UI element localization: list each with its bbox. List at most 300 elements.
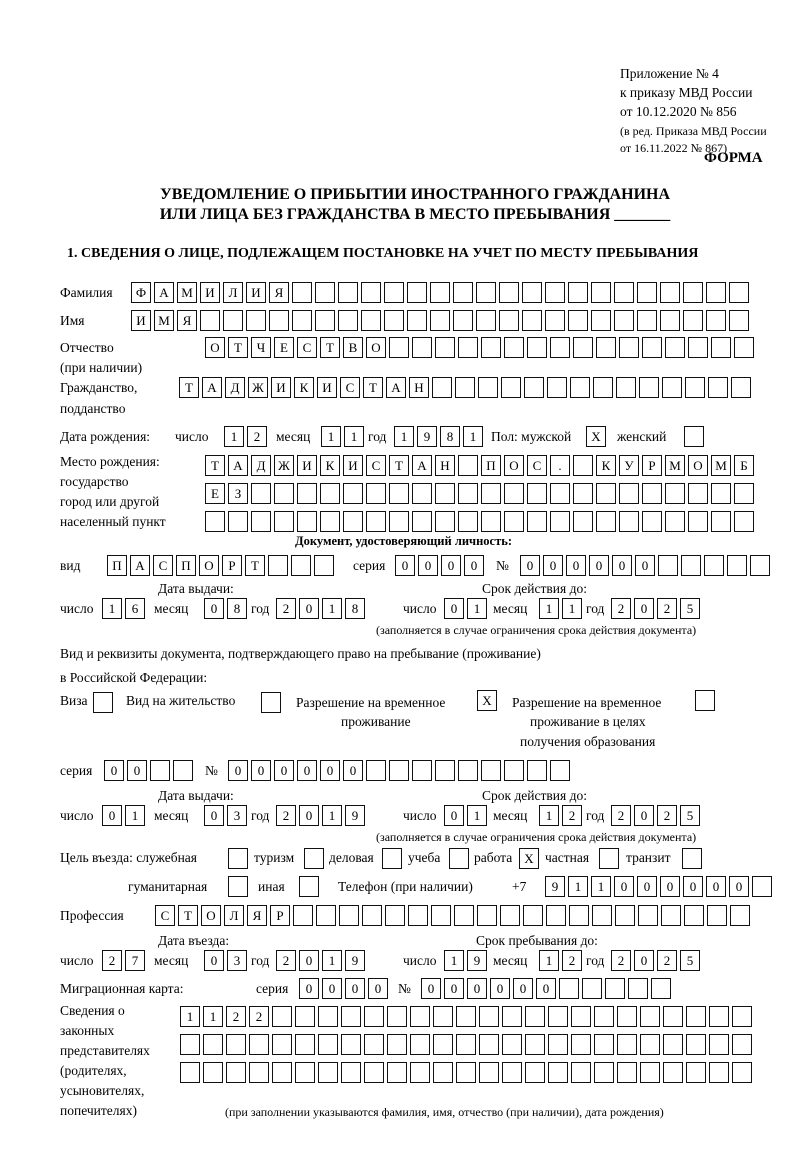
sex-female-checkbox[interactable] bbox=[684, 426, 707, 448]
representatives-line-2[interactable] bbox=[180, 1034, 755, 1056]
char-cell[interactable] bbox=[619, 511, 639, 532]
char-cell[interactable]: М bbox=[665, 455, 685, 476]
char-cell[interactable]: 0 bbox=[441, 555, 461, 576]
char-cell[interactable] bbox=[249, 1062, 269, 1083]
char-cell[interactable] bbox=[734, 483, 754, 504]
char-cell[interactable] bbox=[709, 1062, 729, 1083]
char-cell[interactable] bbox=[432, 377, 452, 398]
purpose-business-checkbox[interactable] bbox=[382, 848, 405, 870]
char-cell[interactable]: Т bbox=[228, 337, 248, 358]
char-cell[interactable] bbox=[660, 310, 680, 331]
char-cell[interactable]: 0 bbox=[490, 978, 510, 999]
char-cell[interactable] bbox=[640, 1062, 660, 1083]
char-cell[interactable] bbox=[382, 848, 402, 869]
char-cell[interactable] bbox=[711, 511, 731, 532]
char-cell[interactable] bbox=[479, 1062, 499, 1083]
char-cell[interactable] bbox=[750, 555, 770, 576]
char-cell[interactable] bbox=[582, 978, 602, 999]
char-cell[interactable]: 0 bbox=[345, 978, 365, 999]
char-cell[interactable] bbox=[709, 1006, 729, 1027]
char-cell[interactable] bbox=[573, 455, 593, 476]
char-cell[interactable]: 0 bbox=[299, 978, 319, 999]
char-cell[interactable]: 1 bbox=[539, 950, 559, 971]
char-cell[interactable] bbox=[637, 282, 657, 303]
char-cell[interactable] bbox=[640, 1034, 660, 1055]
doc-valid-month-field[interactable] bbox=[539, 598, 585, 620]
char-cell[interactable]: К bbox=[294, 377, 314, 398]
char-cell[interactable] bbox=[499, 310, 519, 331]
char-cell[interactable]: П bbox=[176, 555, 196, 576]
char-cell[interactable] bbox=[732, 1062, 752, 1083]
char-cell[interactable] bbox=[663, 1062, 683, 1083]
char-cell[interactable] bbox=[476, 282, 496, 303]
char-cell[interactable] bbox=[180, 1034, 200, 1055]
char-cell[interactable] bbox=[638, 905, 658, 926]
char-cell[interactable]: 1 bbox=[322, 950, 342, 971]
char-cell[interactable] bbox=[477, 905, 497, 926]
char-cell[interactable] bbox=[318, 1034, 338, 1055]
char-cell[interactable] bbox=[387, 1062, 407, 1083]
stay-valid-year-field[interactable] bbox=[611, 805, 703, 827]
char-cell[interactable]: Л bbox=[223, 282, 243, 303]
doc-issue-day-field[interactable] bbox=[102, 598, 148, 620]
doc-valid-year-field[interactable] bbox=[611, 598, 703, 620]
char-cell[interactable] bbox=[412, 337, 432, 358]
char-cell[interactable]: А bbox=[412, 455, 432, 476]
char-cell[interactable] bbox=[476, 310, 496, 331]
doc-type-field[interactable] bbox=[107, 555, 337, 577]
migration-series-field[interactable] bbox=[299, 978, 391, 1000]
char-cell[interactable]: 0 bbox=[204, 805, 224, 826]
char-cell[interactable] bbox=[684, 426, 704, 447]
char-cell[interactable]: Н bbox=[409, 377, 429, 398]
char-cell[interactable] bbox=[228, 511, 248, 532]
char-cell[interactable] bbox=[732, 1006, 752, 1027]
char-cell[interactable] bbox=[594, 1062, 614, 1083]
char-cell[interactable] bbox=[660, 282, 680, 303]
char-cell[interactable] bbox=[550, 337, 570, 358]
char-cell[interactable]: Я bbox=[177, 310, 197, 331]
char-cell[interactable] bbox=[706, 310, 726, 331]
char-cell[interactable] bbox=[628, 978, 648, 999]
char-cell[interactable] bbox=[661, 905, 681, 926]
char-cell[interactable] bbox=[315, 310, 335, 331]
char-cell[interactable]: 3 bbox=[227, 805, 247, 826]
char-cell[interactable] bbox=[651, 978, 671, 999]
char-cell[interactable] bbox=[316, 905, 336, 926]
char-cell[interactable] bbox=[731, 377, 751, 398]
birth-year-field[interactable] bbox=[394, 426, 486, 448]
doc-number-field[interactable] bbox=[520, 555, 773, 577]
char-cell[interactable] bbox=[343, 483, 363, 504]
char-cell[interactable]: 0 bbox=[634, 805, 654, 826]
char-cell[interactable] bbox=[711, 483, 731, 504]
char-cell[interactable]: 2 bbox=[276, 598, 296, 619]
char-cell[interactable]: 0 bbox=[536, 978, 556, 999]
char-cell[interactable] bbox=[658, 555, 678, 576]
char-cell[interactable] bbox=[615, 905, 635, 926]
char-cell[interactable] bbox=[478, 377, 498, 398]
char-cell[interactable]: О bbox=[504, 455, 524, 476]
char-cell[interactable]: 5 bbox=[680, 950, 700, 971]
doc-issue-month-field[interactable] bbox=[204, 598, 250, 620]
char-cell[interactable] bbox=[686, 1062, 706, 1083]
char-cell[interactable]: 1 bbox=[224, 426, 244, 447]
char-cell[interactable] bbox=[304, 848, 324, 869]
char-cell[interactable]: И bbox=[246, 282, 266, 303]
char-cell[interactable] bbox=[412, 483, 432, 504]
char-cell[interactable]: 2 bbox=[611, 805, 631, 826]
char-cell[interactable]: 2 bbox=[102, 950, 122, 971]
char-cell[interactable] bbox=[481, 337, 501, 358]
char-cell[interactable] bbox=[456, 1034, 476, 1055]
char-cell[interactable] bbox=[458, 511, 478, 532]
char-cell[interactable] bbox=[341, 1034, 361, 1055]
stay-valid-month-field[interactable] bbox=[539, 805, 585, 827]
char-cell[interactable] bbox=[706, 282, 726, 303]
char-cell[interactable] bbox=[251, 511, 271, 532]
char-cell[interactable] bbox=[320, 511, 340, 532]
char-cell[interactable] bbox=[591, 282, 611, 303]
char-cell[interactable]: 0 bbox=[589, 555, 609, 576]
char-cell[interactable]: 2 bbox=[247, 426, 267, 447]
char-cell[interactable]: М bbox=[154, 310, 174, 331]
char-cell[interactable] bbox=[707, 905, 727, 926]
char-cell[interactable]: 5 bbox=[680, 805, 700, 826]
stay-issue-year-field[interactable] bbox=[276, 805, 368, 827]
char-cell[interactable] bbox=[730, 905, 750, 926]
char-cell[interactable] bbox=[617, 1006, 637, 1027]
char-cell[interactable]: О bbox=[205, 337, 225, 358]
char-cell[interactable] bbox=[571, 1006, 591, 1027]
char-cell[interactable] bbox=[297, 483, 317, 504]
char-cell[interactable] bbox=[708, 377, 728, 398]
char-cell[interactable] bbox=[269, 310, 289, 331]
char-cell[interactable]: 8 bbox=[227, 598, 247, 619]
char-cell[interactable] bbox=[299, 876, 319, 897]
char-cell[interactable]: X bbox=[477, 690, 497, 711]
char-cell[interactable] bbox=[272, 1006, 292, 1027]
char-cell[interactable]: 1 bbox=[562, 598, 582, 619]
char-cell[interactable]: 0 bbox=[467, 978, 487, 999]
char-cell[interactable] bbox=[683, 282, 703, 303]
stay-issue-day-field[interactable] bbox=[102, 805, 148, 827]
char-cell[interactable]: 1 bbox=[539, 805, 559, 826]
char-cell[interactable] bbox=[455, 377, 475, 398]
char-cell[interactable] bbox=[501, 377, 521, 398]
char-cell[interactable] bbox=[504, 760, 524, 781]
char-cell[interactable]: С bbox=[527, 455, 547, 476]
representatives-line-1[interactable] bbox=[180, 1006, 755, 1028]
char-cell[interactable]: 0 bbox=[464, 555, 484, 576]
char-cell[interactable] bbox=[481, 760, 501, 781]
char-cell[interactable]: 0 bbox=[637, 876, 657, 897]
char-cell[interactable] bbox=[594, 1034, 614, 1055]
char-cell[interactable] bbox=[458, 760, 478, 781]
char-cell[interactable]: Е bbox=[205, 483, 225, 504]
sex-male-checkbox[interactable] bbox=[586, 426, 609, 448]
purpose-private-checkbox[interactable] bbox=[599, 848, 622, 870]
phone-field[interactable] bbox=[545, 876, 775, 898]
char-cell[interactable]: 9 bbox=[545, 876, 565, 897]
char-cell[interactable] bbox=[274, 483, 294, 504]
char-cell[interactable]: И bbox=[317, 377, 337, 398]
char-cell[interactable]: 1 bbox=[102, 598, 122, 619]
char-cell[interactable] bbox=[449, 848, 469, 869]
char-cell[interactable] bbox=[479, 1006, 499, 1027]
char-cell[interactable]: 0 bbox=[395, 555, 415, 576]
char-cell[interactable]: М bbox=[177, 282, 197, 303]
char-cell[interactable] bbox=[341, 1062, 361, 1083]
char-cell[interactable] bbox=[314, 555, 334, 576]
stay-year-field[interactable] bbox=[611, 950, 703, 972]
char-cell[interactable]: 2 bbox=[611, 950, 631, 971]
char-cell[interactable] bbox=[599, 848, 619, 869]
char-cell[interactable] bbox=[407, 282, 427, 303]
char-cell[interactable] bbox=[642, 483, 662, 504]
edu-residence-checkbox[interactable] bbox=[695, 690, 718, 712]
char-cell[interactable] bbox=[642, 337, 662, 358]
char-cell[interactable]: 2 bbox=[657, 598, 677, 619]
char-cell[interactable] bbox=[591, 310, 611, 331]
char-cell[interactable] bbox=[709, 1034, 729, 1055]
char-cell[interactable]: 0 bbox=[299, 805, 319, 826]
char-cell[interactable] bbox=[433, 1006, 453, 1027]
char-cell[interactable] bbox=[570, 377, 590, 398]
visa-checkbox[interactable] bbox=[93, 692, 116, 714]
char-cell[interactable]: 1 bbox=[467, 598, 487, 619]
char-cell[interactable] bbox=[522, 282, 542, 303]
char-cell[interactable]: 0 bbox=[104, 760, 124, 781]
char-cell[interactable] bbox=[569, 905, 589, 926]
char-cell[interactable] bbox=[640, 1006, 660, 1027]
char-cell[interactable]: 1 bbox=[444, 950, 464, 971]
char-cell[interactable]: А bbox=[202, 377, 222, 398]
char-cell[interactable] bbox=[665, 483, 685, 504]
char-cell[interactable] bbox=[550, 511, 570, 532]
char-cell[interactable] bbox=[527, 337, 547, 358]
char-cell[interactable] bbox=[435, 760, 455, 781]
char-cell[interactable] bbox=[453, 282, 473, 303]
char-cell[interactable]: 0 bbox=[274, 760, 294, 781]
char-cell[interactable] bbox=[384, 282, 404, 303]
purpose-study-checkbox[interactable] bbox=[449, 848, 472, 870]
char-cell[interactable] bbox=[430, 310, 450, 331]
char-cell[interactable] bbox=[456, 1062, 476, 1083]
char-cell[interactable] bbox=[527, 483, 547, 504]
char-cell[interactable] bbox=[433, 1034, 453, 1055]
stay-valid-day-field[interactable] bbox=[444, 805, 490, 827]
char-cell[interactable]: 2 bbox=[562, 805, 582, 826]
char-cell[interactable] bbox=[433, 1062, 453, 1083]
char-cell[interactable]: 0 bbox=[683, 876, 703, 897]
char-cell[interactable]: 0 bbox=[102, 805, 122, 826]
char-cell[interactable]: 0 bbox=[660, 876, 680, 897]
char-cell[interactable] bbox=[479, 1034, 499, 1055]
stay-issue-month-field[interactable] bbox=[204, 805, 250, 827]
char-cell[interactable]: О bbox=[366, 337, 386, 358]
char-cell[interactable] bbox=[297, 511, 317, 532]
representatives-line-3[interactable] bbox=[180, 1062, 755, 1084]
char-cell[interactable]: 0 bbox=[251, 760, 271, 781]
char-cell[interactable] bbox=[318, 1062, 338, 1083]
char-cell[interactable]: 0 bbox=[343, 760, 363, 781]
char-cell[interactable]: 0 bbox=[513, 978, 533, 999]
char-cell[interactable]: 2 bbox=[276, 950, 296, 971]
char-cell[interactable]: 1 bbox=[322, 598, 342, 619]
char-cell[interactable]: . bbox=[550, 455, 570, 476]
char-cell[interactable]: И bbox=[200, 282, 220, 303]
char-cell[interactable] bbox=[387, 1006, 407, 1027]
char-cell[interactable] bbox=[596, 337, 616, 358]
char-cell[interactable]: Б bbox=[734, 455, 754, 476]
name-field[interactable] bbox=[131, 310, 752, 332]
char-cell[interactable] bbox=[338, 282, 358, 303]
char-cell[interactable] bbox=[226, 1034, 246, 1055]
char-cell[interactable] bbox=[525, 1034, 545, 1055]
char-cell[interactable] bbox=[546, 905, 566, 926]
birth-place-line-1[interactable] bbox=[205, 455, 757, 477]
char-cell[interactable] bbox=[366, 760, 386, 781]
char-cell[interactable]: 6 bbox=[125, 598, 145, 619]
char-cell[interactable] bbox=[150, 760, 170, 781]
char-cell[interactable]: 1 bbox=[125, 805, 145, 826]
char-cell[interactable]: П bbox=[481, 455, 501, 476]
char-cell[interactable] bbox=[550, 760, 570, 781]
char-cell[interactable]: З bbox=[228, 483, 248, 504]
char-cell[interactable] bbox=[527, 511, 547, 532]
char-cell[interactable] bbox=[408, 905, 428, 926]
char-cell[interactable] bbox=[389, 337, 409, 358]
char-cell[interactable] bbox=[292, 310, 312, 331]
char-cell[interactable]: А bbox=[130, 555, 150, 576]
char-cell[interactable]: 2 bbox=[249, 1006, 269, 1027]
char-cell[interactable]: 8 bbox=[440, 426, 460, 447]
residence-permit-checkbox[interactable] bbox=[261, 692, 284, 714]
char-cell[interactable] bbox=[504, 337, 524, 358]
char-cell[interactable] bbox=[205, 511, 225, 532]
char-cell[interactable] bbox=[663, 1006, 683, 1027]
char-cell[interactable]: 1 bbox=[591, 876, 611, 897]
char-cell[interactable]: 9 bbox=[467, 950, 487, 971]
char-cell[interactable] bbox=[458, 337, 478, 358]
char-cell[interactable] bbox=[364, 1006, 384, 1027]
char-cell[interactable] bbox=[663, 1034, 683, 1055]
purpose-tourism-checkbox[interactable] bbox=[304, 848, 327, 870]
char-cell[interactable] bbox=[318, 1006, 338, 1027]
char-cell[interactable] bbox=[711, 337, 731, 358]
char-cell[interactable]: Т bbox=[320, 337, 340, 358]
char-cell[interactable]: 1 bbox=[539, 598, 559, 619]
char-cell[interactable] bbox=[430, 282, 450, 303]
char-cell[interactable] bbox=[682, 848, 702, 869]
char-cell[interactable] bbox=[596, 511, 616, 532]
char-cell[interactable] bbox=[545, 310, 565, 331]
char-cell[interactable]: 0 bbox=[421, 978, 441, 999]
char-cell[interactable] bbox=[524, 377, 544, 398]
char-cell[interactable]: 0 bbox=[127, 760, 147, 781]
char-cell[interactable] bbox=[200, 310, 220, 331]
char-cell[interactable] bbox=[684, 905, 704, 926]
purpose-humanitarian-checkbox[interactable] bbox=[228, 876, 251, 898]
char-cell[interactable]: 0 bbox=[299, 598, 319, 619]
char-cell[interactable] bbox=[662, 377, 682, 398]
char-cell[interactable] bbox=[617, 1034, 637, 1055]
char-cell[interactable] bbox=[547, 377, 567, 398]
char-cell[interactable]: 2 bbox=[611, 598, 631, 619]
char-cell[interactable]: И bbox=[297, 455, 317, 476]
char-cell[interactable]: 0 bbox=[444, 805, 464, 826]
char-cell[interactable]: Ф bbox=[131, 282, 151, 303]
char-cell[interactable] bbox=[292, 282, 312, 303]
char-cell[interactable]: Д bbox=[251, 455, 271, 476]
char-cell[interactable]: 2 bbox=[226, 1006, 246, 1027]
char-cell[interactable] bbox=[665, 337, 685, 358]
char-cell[interactable]: А bbox=[228, 455, 248, 476]
char-cell[interactable] bbox=[688, 483, 708, 504]
char-cell[interactable] bbox=[683, 310, 703, 331]
char-cell[interactable] bbox=[619, 483, 639, 504]
char-cell[interactable]: 1 bbox=[394, 426, 414, 447]
char-cell[interactable]: Е bbox=[274, 337, 294, 358]
char-cell[interactable]: 1 bbox=[321, 426, 341, 447]
char-cell[interactable]: 0 bbox=[444, 598, 464, 619]
char-cell[interactable] bbox=[504, 511, 524, 532]
char-cell[interactable]: 9 bbox=[345, 805, 365, 826]
char-cell[interactable] bbox=[228, 876, 248, 897]
char-cell[interactable] bbox=[525, 1062, 545, 1083]
char-cell[interactable] bbox=[571, 1062, 591, 1083]
char-cell[interactable] bbox=[481, 483, 501, 504]
char-cell[interactable] bbox=[568, 282, 588, 303]
char-cell[interactable] bbox=[688, 337, 708, 358]
char-cell[interactable] bbox=[592, 905, 612, 926]
char-cell[interactable]: К bbox=[320, 455, 340, 476]
char-cell[interactable] bbox=[343, 511, 363, 532]
char-cell[interactable]: Р bbox=[270, 905, 290, 926]
char-cell[interactable] bbox=[387, 1034, 407, 1055]
birth-month-field[interactable] bbox=[321, 426, 367, 448]
char-cell[interactable] bbox=[527, 760, 547, 781]
char-cell[interactable] bbox=[573, 511, 593, 532]
char-cell[interactable] bbox=[545, 282, 565, 303]
char-cell[interactable] bbox=[504, 483, 524, 504]
char-cell[interactable] bbox=[665, 511, 685, 532]
stay-series-field[interactable] bbox=[104, 760, 196, 782]
char-cell[interactable]: Т bbox=[389, 455, 409, 476]
char-cell[interactable] bbox=[362, 905, 382, 926]
char-cell[interactable] bbox=[573, 337, 593, 358]
char-cell[interactable]: П bbox=[107, 555, 127, 576]
char-cell[interactable] bbox=[366, 511, 386, 532]
char-cell[interactable] bbox=[410, 1034, 430, 1055]
char-cell[interactable] bbox=[594, 1006, 614, 1027]
char-cell[interactable]: 0 bbox=[612, 555, 632, 576]
char-cell[interactable]: О bbox=[201, 905, 221, 926]
char-cell[interactable]: Ч bbox=[251, 337, 271, 358]
char-cell[interactable] bbox=[366, 483, 386, 504]
char-cell[interactable]: 0 bbox=[320, 760, 340, 781]
char-cell[interactable]: 3 bbox=[227, 950, 247, 971]
char-cell[interactable] bbox=[548, 1062, 568, 1083]
char-cell[interactable] bbox=[525, 1006, 545, 1027]
char-cell[interactable] bbox=[274, 511, 294, 532]
char-cell[interactable]: 0 bbox=[706, 876, 726, 897]
char-cell[interactable] bbox=[410, 1062, 430, 1083]
char-cell[interactable]: 1 bbox=[344, 426, 364, 447]
migration-number-field[interactable] bbox=[421, 978, 674, 1000]
char-cell[interactable] bbox=[571, 1034, 591, 1055]
